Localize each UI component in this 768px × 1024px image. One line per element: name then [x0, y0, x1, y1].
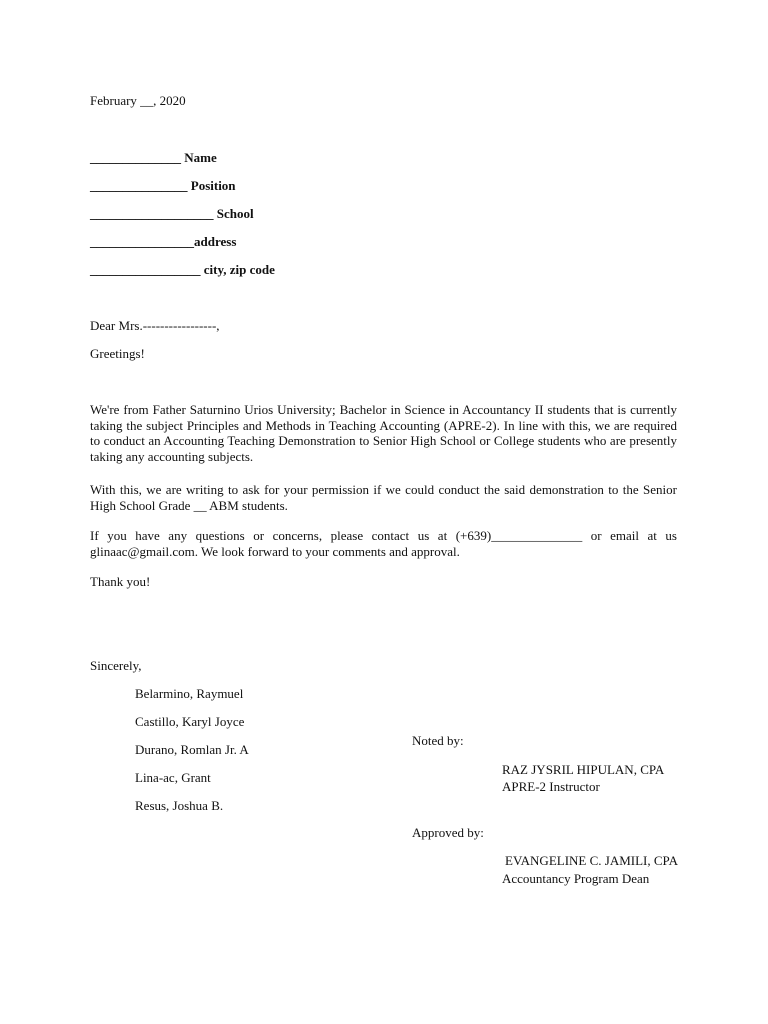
salutation: Dear Mrs.-----------------, — [90, 318, 220, 333]
body-paragraph-intro: We're from Father Saturnino Urios University; Bachelor in Science in Accountancy II students that is currently taking the subject Principles and Methods in Teaching Accounting (APRE-2). In line with this, we are required to conduct an Accounting Teaching Demonstration to Senior High School or College students who are presently taking any accounting subjects. — [90, 402, 677, 464]
recipient-position-field: _______________ Position — [90, 178, 236, 193]
noted-by-title: APRE-2 Instructor — [502, 779, 600, 794]
approved-by-name: EVANGELINE C. JAMILI, CPA — [505, 853, 678, 868]
date-line: February __, 2020 — [90, 93, 186, 108]
recipient-city-field: _________________ city, zip code — [90, 262, 275, 277]
signatory-1: Belarmino, Raymuel — [135, 686, 244, 701]
approved-by-label: Approved by: — [412, 825, 484, 840]
signatory-2: Castillo, Karyl Joyce — [135, 714, 245, 729]
thank-you-line: Thank you! — [90, 574, 151, 589]
closing: Sincerely, — [90, 658, 142, 673]
signatory-5: Resus, Joshua B. — [135, 798, 224, 813]
recipient-school-field: ___________________ School — [90, 206, 254, 221]
body-paragraph-contact: If you have any questions or concerns, please contact us at (+639)______________ or email at us glinaac@gmail.com. We look forward to your comments and approval. — [90, 528, 677, 559]
body-paragraph-request: With this, we are writing to ask for your permission if we could conduct the said demonstration to the Senior High School Grade __ ABM students. — [90, 482, 677, 513]
signatory-3: Durano, Romlan Jr. A — [135, 742, 249, 757]
noted-by-label: Noted by: — [412, 733, 464, 748]
noted-by-name: RAZ JYSRIL HIPULAN, CPA — [502, 762, 665, 777]
greeting: Greetings! — [90, 346, 145, 361]
approved-by-title: Accountancy Program Dean — [502, 871, 650, 886]
signatory-4: Lina-ac, Grant — [135, 770, 211, 785]
recipient-address-field: ________________address — [90, 234, 237, 249]
recipient-name-field: ______________ Name — [90, 150, 217, 165]
